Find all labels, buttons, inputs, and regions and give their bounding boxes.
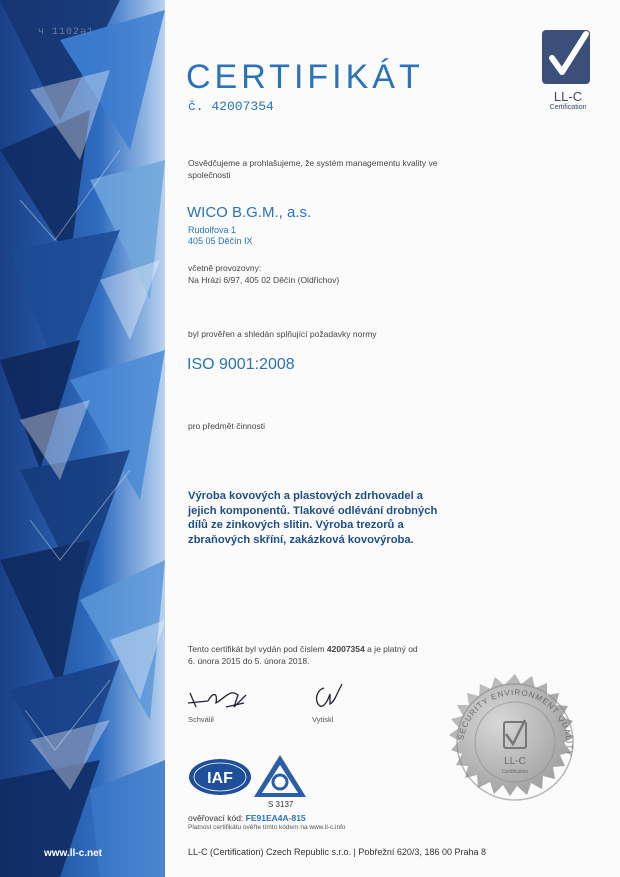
certificate-number: č. 42007354 bbox=[188, 99, 274, 114]
logo-name: LL-C bbox=[553, 89, 583, 104]
scope-line-1: Výroba kovových a plastových zdrhovadel a bbox=[188, 490, 424, 502]
scope-line-3: dílů ze zinkových slitin. Výroba trezorů a bbox=[188, 519, 404, 531]
branch-block bbox=[188, 262, 339, 286]
verification-value: FE91EA4A-815 bbox=[245, 813, 306, 823]
verification-note: Platnost certifikátu ověřte tímto kódem na www.ll-c.info bbox=[188, 824, 346, 831]
llc-logo-text bbox=[532, 89, 604, 111]
website-link[interactable]: www.ll-c.net bbox=[44, 848, 102, 859]
llc-logo bbox=[540, 28, 596, 91]
decorative-pattern bbox=[0, 0, 165, 877]
seal-sub: Certification bbox=[501, 769, 529, 775]
approved-label: Schválil bbox=[188, 715, 214, 724]
verification-label: ověřovací kód: bbox=[188, 813, 246, 823]
validity-text bbox=[188, 643, 488, 667]
audited-text: byl prověřen a shledán splňující požadavky normy bbox=[188, 329, 377, 339]
logo-sub: Certification bbox=[549, 104, 587, 111]
accreditation-logos bbox=[188, 755, 338, 810]
verification-code bbox=[188, 813, 306, 823]
validity-prefix: Tento certifikát byl vydán pod číslem bbox=[188, 644, 327, 654]
branch-label: včetně provozovny: bbox=[188, 263, 262, 273]
standard-name: ISO 9001:2008 bbox=[187, 356, 295, 373]
issued-label: Vytiskl bbox=[312, 715, 334, 724]
declaration-line-2: společnosti bbox=[188, 170, 231, 180]
scope-line-2: jejich komponentů. Tlakové odlévání drobných bbox=[188, 504, 438, 517]
serial-number: ч 1102ә1 bbox=[38, 27, 95, 38]
subject-label: pro předmět činnosti bbox=[188, 421, 266, 431]
certificate-title: CERTIFIKÁT bbox=[186, 58, 424, 96]
declaration-line-1: Osvědčujeme a prohlašujeme, že systém managementu kvality ve bbox=[188, 158, 438, 168]
seal-graphic bbox=[440, 672, 590, 822]
approver-signature bbox=[186, 683, 266, 713]
scope-text bbox=[188, 489, 508, 547]
branch-address: Na Hrázi 6/97, 405 02 Děčín (Oldřichov) bbox=[188, 275, 340, 285]
footer-address: LL-C (Certification) Czech Republic s.r.o. | Pobřežní 620/3, 186 00 Praha 8 bbox=[188, 847, 486, 857]
scope-line-4: zbraňových skříní, zakázková kovovýroba. bbox=[188, 533, 414, 546]
validity-suffix: a je platný od bbox=[364, 644, 418, 654]
company-city: 405 05 Děčín IX bbox=[188, 236, 253, 246]
embossed-seal bbox=[440, 672, 590, 827]
validity-dates: 6. února 2015 do 5. února 2018. bbox=[188, 656, 310, 666]
company-name: WICO B.G.M., a.s. bbox=[187, 204, 312, 221]
accreditation-number: S 3137 bbox=[268, 800, 294, 809]
company-address bbox=[188, 225, 253, 247]
accreditation-badges bbox=[188, 755, 338, 815]
declaration-text bbox=[188, 157, 437, 181]
seal-name: LL-C bbox=[504, 756, 526, 767]
company-street: Rudolfova 1 bbox=[188, 225, 237, 235]
checkmark-icon bbox=[540, 28, 596, 86]
iaf-mark: IAF bbox=[207, 770, 233, 787]
issuer-signature bbox=[308, 680, 358, 712]
decorative-band bbox=[0, 0, 165, 877]
validity-number: 42007354 bbox=[326, 644, 365, 654]
seal-arc-text: SECURITY ENVIRONMENT QUALITY bbox=[456, 687, 575, 758]
